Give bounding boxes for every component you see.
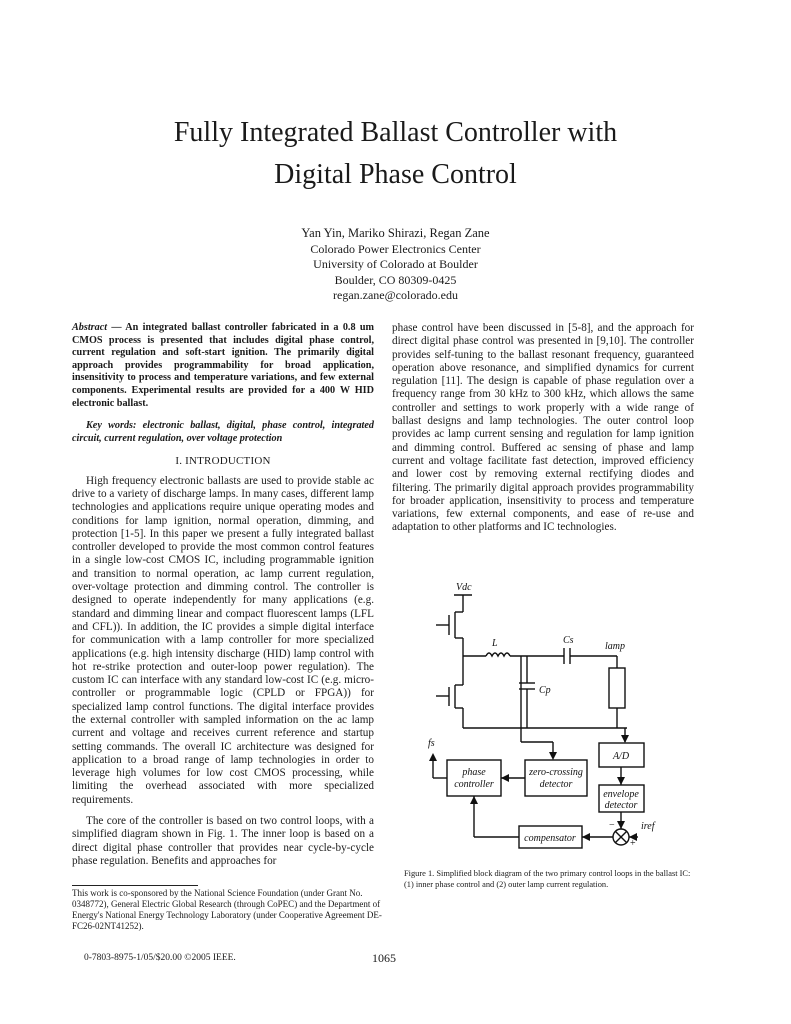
arrowhead [501, 774, 509, 782]
arrowhead [429, 753, 437, 761]
envelope-label: detector [604, 800, 638, 811]
arrowhead [549, 752, 557, 760]
footnote-rule [72, 885, 198, 886]
arrowhead [470, 796, 478, 804]
zero-crossing-label: detector [539, 779, 573, 790]
footnote: This work is co-sponsored by the National Science Foundation (under Grant No. 0348772), General Electric Global Research (through CoPEC) and the Department of Energy's National Energy Technology Laboratory (under Cooperative Agreement DE-FC26-02NT41252). [72, 888, 382, 931]
label-cs: Cs [563, 635, 574, 646]
plus-sign: + [630, 838, 636, 849]
figure-caption: Figure 1. Simplified block diagram of the two primary control loops in the ballast IC: (1) inner phase control and (2) outer lamp current regulation. [404, 869, 691, 889]
abstract-text: — An integrated ballast controller fabricated in a 0.8 um CMOS process is presented that includes digital phase control, current regulation and soft-start ignition. The primarily digital approach provides programmability for broad application, insensitivity to process and temperature variations, and few external components. Experimental results are provided for a 400 W HID electronic ballast. [72, 322, 374, 409]
label-vdc: Vdc [456, 582, 472, 593]
phase-controller-label: phase [462, 767, 486, 778]
inductor [486, 653, 510, 656]
arrowhead [617, 777, 625, 785]
author-email: regan.zane@colorado.edu [333, 288, 458, 302]
affiliation-line: University of Colorado at Boulder [313, 257, 478, 271]
title-line-1: Fully Integrated Ballast Controller with [173, 117, 618, 148]
phase-controller-label: controller [454, 779, 494, 790]
copyright-line: 0-7803-8975-1/05/$20.00 ©2005 IEEE. [84, 953, 236, 963]
arrowhead [621, 735, 629, 743]
label-cp: Cp [539, 685, 551, 696]
page-number: 1065 [372, 951, 396, 965]
label-lamp: lamp [605, 641, 625, 652]
envelope-label: envelope [603, 789, 639, 800]
phase-controller-block [447, 760, 501, 796]
minus-sign: − [609, 820, 615, 831]
arrowhead [617, 821, 625, 829]
compensator-label: compensator [524, 833, 576, 844]
author-names: Yan Yin, Mariko Shirazi, Regan Zane [301, 226, 490, 240]
arrowhead [582, 833, 590, 841]
label-inductor: L [492, 638, 498, 649]
title-line-2: Digital Phase Control [274, 159, 517, 190]
label-iref: iref [641, 821, 655, 832]
keywords: Key words: electronic ballast, digital, phase control, integrated circuit, current regulation, over voltage protection [72, 420, 374, 444]
body-paragraph: The core of the controller is based on two control loops, with a simplified diagram shown in Fig. 1. The inner loop is based on a direct digital phase controller that provides near cycle-by-cycle phase regulation. Benefits and approaches for [72, 815, 374, 867]
lamp-symbol [609, 668, 625, 708]
body-paragraph: phase control have been discussed in [5-8], and the approach for direct digital phase control was presented in [9,10]. The controller provides self-tuning to the ballast resonant frequency, guaranteed operation above resonance, and simplified dynamics for current regulation [11]. The design is capable of phase regulation over a frequency range from 30 kHz to 300 kHz, which allows the same controller and settings to work properly with a wide range of ballast designs and lamp technologies. The outer control loop provides ac lamp current sensing and regulation for lamp ignition and dimming control. Buffered ac sensing of phase and lamp current and voltage facilitate fast detection, improved efficiency and lower cost by removing external rectifying diodes and filtering. The primarily digital approach provides programmability for broader application, insensitivity to process and temperature variations, few external components, and ease of re-use and adaptation to other platforms and IC technologies. [392, 322, 694, 534]
affiliation-line: Boulder, CO 80309-0425 [334, 272, 457, 287]
section-heading: I. INTRODUCTION [175, 455, 271, 468]
ad-label: A/D [612, 751, 630, 762]
abstract-label: Abstract [72, 322, 108, 333]
label-fs: fs [428, 738, 435, 749]
body-paragraph: High frequency electronic ballasts are used to provide stable ac drive to a variety of discharge lamps. In many cases, different lamp technologies and applications require unique operating modes and conditions for lamp ignition, normal operation, dimming, and protection [1-5]. In this paper we present a fully integrated ballast controller developed to provide the most common control features in a single low-cost CMOS IC, including programmable ignition and transition to normal operation, ac lamp current regulation, over-voltage protection and dimming control. The controller is designed to operate independently for many applications (e.g. standard and dimming linear and compact fluorescent lamps (LFL and CFL)). In addition, the IC provides a simple digital interface for communication with a lamp controller for more specialized applications (e.g. high intensity discharge (HID) lamp control with hot re-strike protection and outer-loop power regulation). The custom IC can interface with any standard low-cost IC (e.g. micro-controller or programmable logic (CPLD or FPGA)) for specialized lamp control functions. The digital interface provides the external controller with sampled information on the ac lamp current and voltage and receives current reference and startup setting commands. The overall IC architecture was designed for application to a broad range of lamp technologies in order to leverage high volumes for low cost CMOS processing, while limiting the overhead associated with more specialized requirements. [72, 474, 374, 806]
zero-crossing-block [525, 760, 587, 796]
affiliation-line: Colorado Power Electronics Center [310, 241, 481, 256]
zero-crossing-label: zero-crossing [529, 767, 583, 778]
